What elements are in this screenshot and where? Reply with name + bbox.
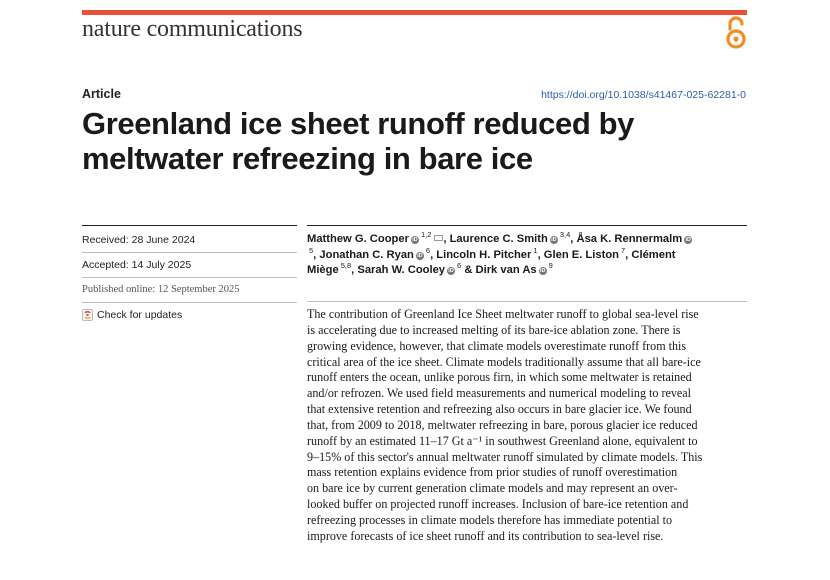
doi-link[interactable]: https://doi.org/10.1038/s41467-025-62281-0 [541, 89, 746, 101]
published-date: Published online: 12 September 2025 [82, 284, 240, 295]
author-name[interactable]: Jonathan C. Ryan [319, 248, 414, 261]
article-title [82, 106, 742, 176]
author-name[interactable]: Clément Miège [307, 248, 676, 276]
article-type: Article [82, 87, 121, 101]
meta-top-rule [82, 225, 297, 226]
author-name[interactable]: Lincoln H. Pitcher [436, 248, 532, 261]
email-icon[interactable] [434, 235, 443, 241]
author-name[interactable]: Matthew G. Cooper [307, 233, 409, 245]
author-affiliation[interactable]: 6 [457, 261, 462, 271]
authors-top-rule [307, 225, 747, 226]
author-separator: , [625, 248, 632, 261]
abstract-line: The contribution of Greenland Ice Sheet meltwater runoff to global sea-level rise [307, 307, 699, 321]
orcid-icon[interactable]: iD [448, 268, 454, 274]
author-separator: , [537, 248, 544, 261]
meta-divider [82, 302, 297, 303]
orcid-icon[interactable]: iD [685, 237, 691, 243]
orcid-icon[interactable]: iD [417, 252, 423, 259]
abstract [307, 307, 753, 545]
abstract-line: mass retention explains evidence from prior studies of runoff overestimation [307, 465, 678, 480]
abstract-line: that, from 2009 to 2018, meltwater refreezing in bare, porous glacier ice reduced [307, 417, 698, 432]
abstract-line: is accelerating due to increased melting of its bare-ice ablation zone. There is [307, 322, 681, 337]
abstract-line: 9–15% of this sector's annual meltwater runoff simulated by climate models. This [307, 449, 703, 464]
abstract-line: improve forecasts of ice sheet runoff and its contribution to sea-level rise. [307, 528, 664, 543]
author-affiliation[interactable]: 1 [533, 245, 538, 255]
journal-name[interactable]: nature communications [82, 16, 303, 42]
author-affiliation[interactable]: 1,2 [420, 230, 432, 240]
abstract-top-rule [307, 301, 747, 302]
abstract-line: and/or refrozen. We used field measurements and numerical modeling to reveal [307, 386, 691, 401]
accepted-date: Accepted: 14 July 2025 [82, 259, 192, 271]
author-separator: & [461, 264, 476, 276]
check-updates-label: Check for updates [97, 309, 183, 321]
author-separator: , [430, 248, 437, 261]
abstract-line: runoff enters the ocean, unlike porous firn, in which some meltwater is retained [307, 370, 692, 385]
author-affiliation[interactable]: 9 [548, 261, 553, 271]
title-line: meltwater refreezing in bare ice [82, 141, 533, 176]
author-separator: , [443, 233, 450, 245]
author-name[interactable]: Sarah W. Cooley [357, 264, 446, 276]
meta-divider [82, 252, 297, 253]
header-accent-rule [82, 10, 747, 15]
author-name[interactable]: Dirk van As [475, 264, 537, 276]
author-affiliation[interactable]: 5,8 [340, 261, 352, 271]
abstract-line: growing evidence, however, that climate models overestimate runoff from this [307, 338, 687, 353]
abstract-line: critical area of the ice sheet. Climate models traditionally assume that all bare-ice [307, 354, 701, 369]
orcid-icon[interactable]: iD [412, 237, 418, 243]
author-affiliation[interactable]: 5 [309, 245, 314, 255]
orcid-icon[interactable]: iD [539, 268, 546, 274]
author-affiliation[interactable]: 3,4 [559, 230, 571, 240]
author-name[interactable]: Glen E. Liston [543, 248, 619, 261]
abstract-line: refreezing processes in climate models therefore has immediate potential to [307, 512, 673, 527]
abstract-line: looked buffer on projected runoff increases. Inclusion of bare-ice retention and [307, 497, 689, 512]
open-access-icon[interactable] [724, 16, 748, 50]
title-line: Greenland ice sheet runoff reduced by [82, 106, 634, 141]
author-separator: , [351, 264, 358, 276]
abstract-line: on bare ice by current generation climate models and may represent an over- [307, 481, 678, 496]
author-separator: , [313, 248, 320, 261]
author-name[interactable]: Åsa K. Rennermalm [576, 233, 683, 245]
meta-divider [82, 277, 297, 278]
received-date: Received: 28 June 2024 [82, 234, 196, 246]
author-name[interactable]: Laurence C. Smith [449, 233, 548, 245]
author-affiliation[interactable]: 6 [425, 245, 431, 255]
orcid-icon[interactable]: iD [551, 237, 557, 243]
abstract-line: that extensive retention and refreezing also occurs in bare glacier ice. We found [307, 402, 692, 417]
check-updates-icon [82, 309, 93, 321]
author-list [307, 232, 747, 279]
abstract-line: runoff by an estimated 11–17 Gt a⁻¹ in southwest Greenland alone, equivalent to [307, 433, 698, 448]
author-separator: , [570, 233, 577, 245]
author-affiliation[interactable]: 7 [621, 245, 626, 255]
check-for-updates-button[interactable] [82, 309, 182, 321]
